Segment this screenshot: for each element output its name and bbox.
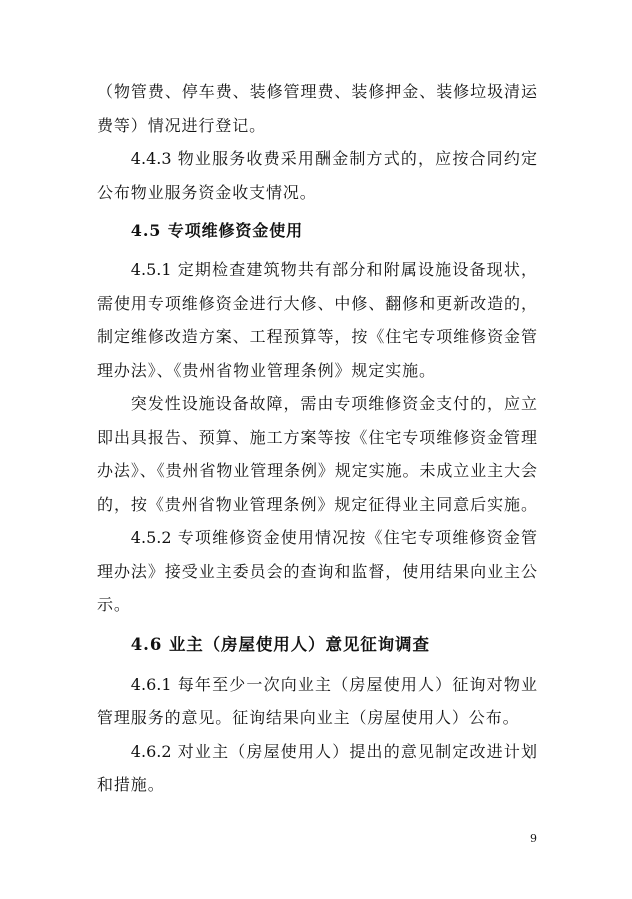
paragraph-clause-4-6-2 xyxy=(97,735,537,802)
section-heading-4-6: 4.6 业主（房屋使用人）意见征询调查 xyxy=(130,634,430,654)
text-line: 示。 xyxy=(97,595,131,614)
text-line: 理办法》接受业主委员会的查询和监督，使用结果向业主公 xyxy=(97,561,537,581)
paragraph-clause-4-4-3 xyxy=(97,142,537,209)
text-line: 公布物业服务资金收支情况。 xyxy=(97,182,317,202)
paragraph-clause-4-6-1 xyxy=(97,668,537,735)
paragraph-continuation xyxy=(97,75,537,142)
text-line: 4.4.3 物业服务收费采用酬金制方式的，应按合同约定 xyxy=(130,149,537,168)
text-line: 4.5.1 定期检查建筑物共有部分和附属设施设备现状， xyxy=(130,260,537,279)
text-line: 办法》、《贵州省物业管理条例》规定实施。未成立业主大会 xyxy=(97,461,537,480)
text-line: 管理服务的意见。征询结果向业主（房屋使用人）公布。 xyxy=(97,708,520,727)
text-line: 费等）情况进行登记。 xyxy=(97,115,267,135)
paragraph-clause-4-5-1 xyxy=(97,253,537,387)
text-line: 突发性设施设备故障，需由专项维修资金支付的，应立 xyxy=(130,394,537,413)
text-line: 和措施。 xyxy=(97,775,165,794)
section-heading-4-5: 4.5 专项维修资金使用 xyxy=(130,221,304,240)
text-line: 即出具报告、预算、施工方案等按《住宅专项维修资金管理 xyxy=(97,427,537,447)
text-line: 4.5.2 专项维修资金使用情况按《住宅专项维修资金管 xyxy=(130,528,537,547)
text-line: （物管费、停车费、装修管理费、装修押金、装修垃圾清运 xyxy=(97,82,537,101)
paragraph-clause-4-5-1-emergency xyxy=(97,387,537,521)
page-number: 9 xyxy=(530,832,537,845)
text-line: 4.6.2 对业主（房屋使用人）提出的意见制定改进计划 xyxy=(130,741,537,761)
text-line: 的，按《贵州省物业管理条例》规定征得业主同意后实施。 xyxy=(97,494,537,514)
paragraph-clause-4-5-2 xyxy=(97,521,537,622)
document-body xyxy=(97,75,537,802)
text-line: 理办法》、《贵州省物业管理条例》规定实施。 xyxy=(97,360,436,380)
text-line: 4.6.1 每年至少一次向业主（房屋使用人）征询对物业 xyxy=(130,674,537,694)
text-line: 制定维修改造方案、工程预算等，按《住宅专项维修资金管 xyxy=(97,327,537,346)
text-line: 需使用专项维修资金进行大修、中修、翻修和更新改造的， xyxy=(97,293,537,313)
